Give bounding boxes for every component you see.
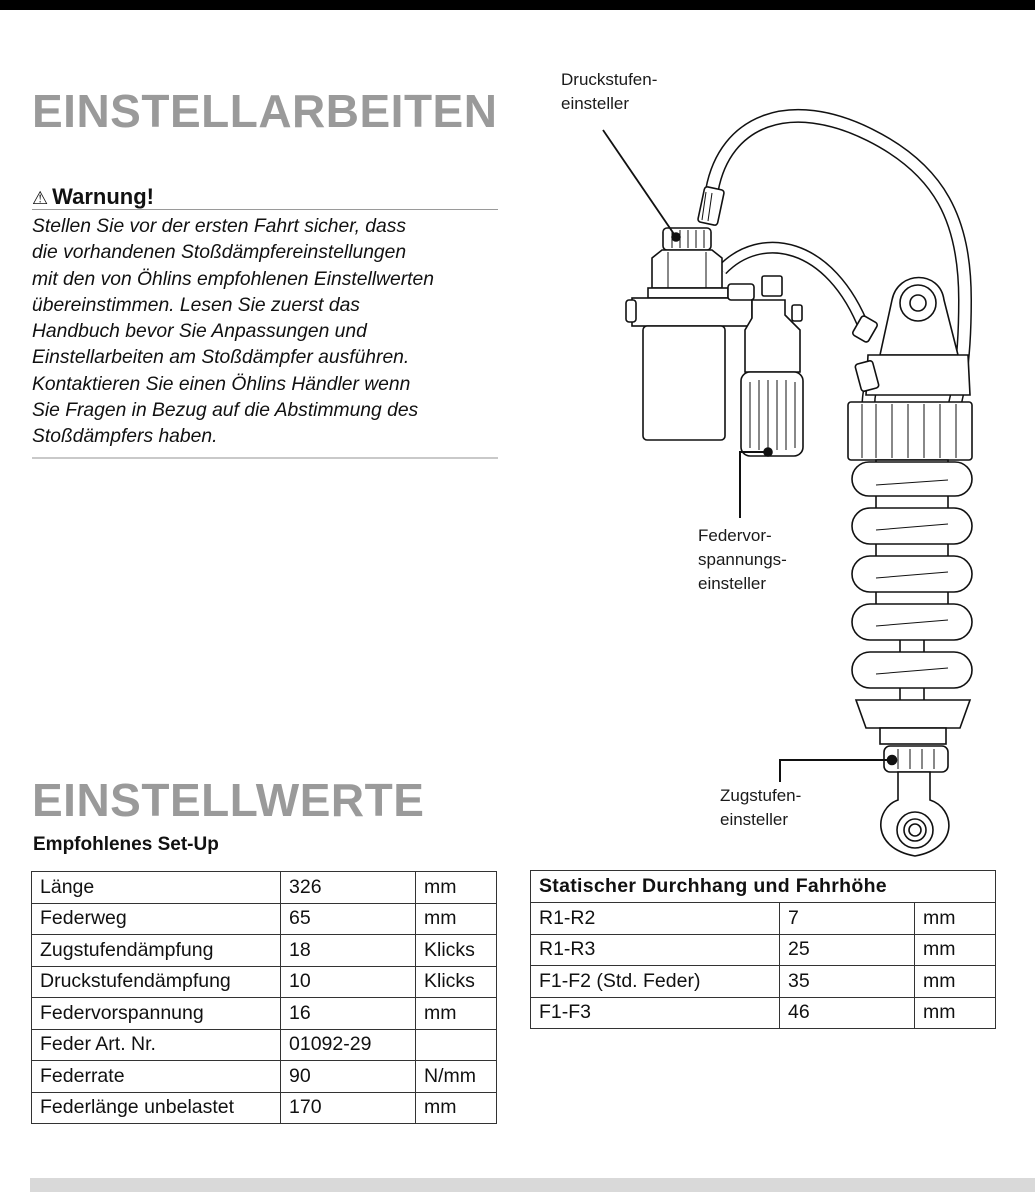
row-value: 16 [281,998,416,1030]
leader-compression [603,130,676,237]
row-value: 90 [281,1061,416,1093]
row-value: 326 [281,872,416,904]
top-bar [0,0,1035,10]
row-value: 65 [281,903,416,935]
callout-line: einsteller [561,94,630,113]
row-label: Feder Art. Nr. [32,1029,281,1061]
heading-adjustments: EINSTELLARBEITEN [32,85,498,137]
row-label: R1-R2 [531,903,780,935]
row-unit: mm [416,903,497,935]
warning-line: mit den von Öhlins empfohlenen Einstellwerten [32,268,434,290]
callout-line: einsteller [720,810,789,829]
callout-line: Druckstufen- [561,70,658,89]
row-label: Federweg [32,903,281,935]
lower-spring-seat [856,700,970,728]
row-value: 170 [281,1092,416,1124]
warning-line: Einstellarbeiten am Stoßdämpfer ausführen. [32,347,410,369]
table-row [32,998,497,1030]
heading-settings: EINSTELLWERTE [32,774,425,826]
sag-table [530,870,996,1029]
row-unit: mm [915,934,996,966]
spring [852,462,972,688]
row-unit: mm [416,998,497,1030]
row-unit [416,1029,497,1061]
shock-absorber-illustration [600,95,1020,865]
reservoir-body [643,326,725,440]
warning-text [32,214,498,459]
row-unit: mm [915,903,996,935]
row-unit: mm [915,966,996,998]
row-unit: mm [416,1092,497,1124]
table-row [32,966,497,998]
row-value: 7 [780,903,915,935]
table-row [32,1092,497,1124]
table-row [32,1029,497,1061]
warning-line: Handbuch bevor Sie Anpassungen und [32,321,367,343]
row-value: 01092-29 [281,1029,416,1061]
row-label: Zugstufendämpfung [32,935,281,967]
setup-title: Empfohlenes Set-Up [33,834,219,855]
warning-triangle-icon: ⚠ [32,188,49,208]
row-unit: Klicks [416,935,497,967]
callout-line: Zugstufen- [720,786,802,805]
warning-line: übereinstimmen. Lesen Sie zuerst das [32,294,360,316]
table-row [32,872,497,904]
footer-bar [30,1178,1035,1192]
warning-line: Kontaktieren Sie einen Öhlins Händler wenn [32,373,411,395]
row-label: Druckstufendämpfung [32,966,281,998]
callout-preload-adjuster [698,524,787,596]
row-unit: mm [915,997,996,1029]
warning-line: Stoßdämpfers haben. [32,426,218,448]
row-value: 46 [780,997,915,1029]
callout-compression-adjuster [561,68,657,116]
table-row [32,935,497,967]
sag-table-header [531,871,996,903]
warning-title [32,184,498,210]
callout-line: Federvor- [698,526,772,545]
warning-line: Sie Fragen in Bezug auf die Abstimmung des [32,400,419,422]
row-label: F1-F2 (Std. Feder) [531,966,780,998]
table-row [531,934,996,966]
spring-preload-collar [848,402,972,460]
table-row [32,1061,497,1093]
row-unit: N/mm [416,1061,497,1093]
row-value: 25 [780,934,915,966]
callout-line: einsteller [698,574,767,593]
row-label: F1-F3 [531,997,780,1029]
table-row [531,903,996,935]
table-row [32,903,497,935]
row-value: 35 [780,966,915,998]
row-label: Federvorspannung [32,998,281,1030]
warning-line: Stellen Sie vor der ersten Fahrt sicher, dass [32,216,407,237]
row-label: Länge [32,872,281,904]
row-unit: Klicks [416,966,497,998]
setup-table [31,871,497,1124]
row-label: Federlänge unbelastet [32,1092,281,1124]
table-row [531,997,996,1029]
leader-rebound [780,760,892,782]
row-value: 10 [281,966,416,998]
sag-table-title: Statischer Durchhang und Fahrhöhe [531,871,996,903]
table-row [531,966,996,998]
callout-rebound-adjuster [720,784,801,832]
leader-preload [740,452,768,518]
callout-line: spannungs- [698,550,787,569]
reservoir-head [652,250,722,288]
row-value: 18 [281,935,416,967]
reservoir-clamp [632,298,752,326]
warning-title-text: Warnung! [52,184,154,209]
warning-line: die vorhandenen Stoßdämpfereinstellungen [32,242,407,264]
row-label: R1-R3 [531,934,780,966]
row-unit: mm [416,872,497,904]
row-label: Federrate [32,1061,281,1093]
